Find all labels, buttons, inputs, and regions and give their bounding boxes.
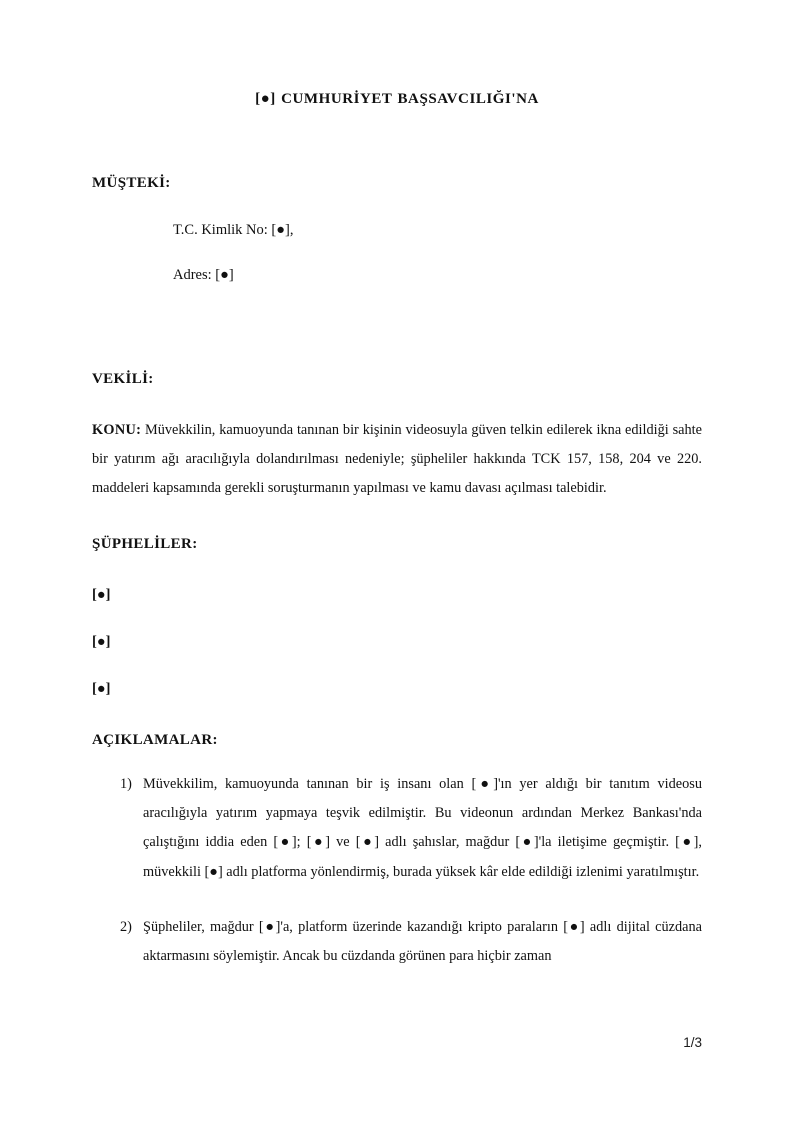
list-item [92,913,702,971]
aciklamalar-list [92,750,702,971]
konu-text: Müvekkilin, kamuoyunda tanınan bir kişinin videosuyla güven telkin edilerek ikna edildiği sahte bir yatırım ağı aracılığıyla dolandırılması nedeniyle; şüpheliler hakkında TCK 157, 158, 204 ve 220. maddeleri kapsamında gerekli soruşturmanın yapılması ve kamu davası açılması talebidir. [92,421,702,497]
supheli-placeholder-3: [●] [92,680,111,697]
section-heading-aciklamalar: AÇIKLAMALAR: [92,731,218,748]
section-heading-supheliler: ŞÜPHELİLER: [92,536,198,553]
section-heading-musteki: MÜŞTEKİ: [92,174,171,191]
list-item-text: Müvekkilim, kamuoyunda tanınan bir iş insanı olan [●]'ın yer aldığı bir tanıtım videosu aracılığıyla yatırım yapmaya teşvik edilmiştir. Bu videonun ardından Merkez Bankası'nda çalıştığını iddia eden [●]; [●] ve [●] adlı şahıslar, mağdur [●]'la iletişime geçmiştir. [●], müvekkili [●] adlı platforma yönlendirmiş, burada yüksek kâr elde edildiği izlenimi yaratılmıştır. [143,776,702,880]
list-item-marker: 2) [120,918,132,935]
konu-paragraph [92,390,702,504]
supheli-placeholder-2: [●] [92,633,111,650]
list-item [92,770,702,887]
musteki-kimlik-line: T.C. Kimlik No: [●], [173,222,294,239]
list-item-marker: 1) [120,776,132,793]
list-item-text: Şüpheliler, mağdur [●]'a, platform üzerinde kazandığı kripto paraların [●] adlı dijital cüzdana aktarmasını söylemiştir. Ancak bu cüzdanda görünen para hiçbir zaman [143,918,702,965]
page-number: 1/3 [683,1035,702,1050]
section-heading-vekili: VEKİLİ: [92,371,154,388]
document-body [92,0,702,971]
konu-label: KONU: [92,421,142,438]
musteki-adres-line: Adres: [●] [173,266,234,283]
supheli-placeholder-1: [●] [92,586,111,603]
page-title: [●] CUMHURİYET BAŞSAVCILIĞI'NA [255,91,539,107]
